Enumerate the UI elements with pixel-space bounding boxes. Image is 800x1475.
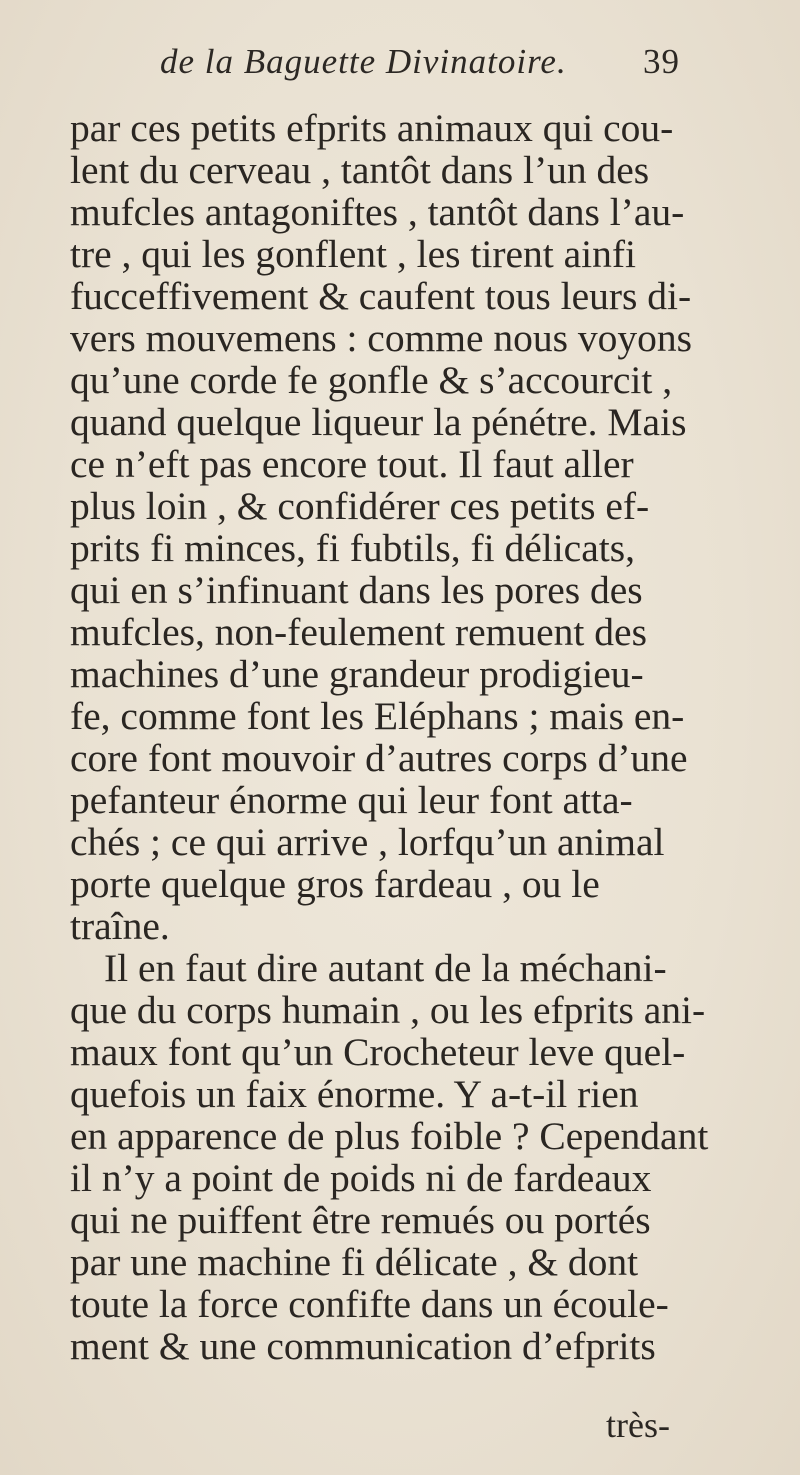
catchword: très-	[606, 1405, 670, 1445]
text-line: quefois un faix énorme. Y a-t-il rien	[70, 1072, 639, 1116]
page-number: 39	[643, 42, 680, 81]
text-line: mufcles antagoniftes , tantôt dans l’au-	[70, 190, 685, 234]
text-line: en apparence de plus foible ? Cependant	[70, 1114, 709, 1158]
text-line: prits fi minces, fi fubtils, fi délicats,	[70, 526, 635, 570]
text-line: mufcles, non-feulement remuent des	[70, 610, 647, 654]
running-title: de la Baguette Divinatoire.	[160, 42, 567, 81]
text-line: tre , qui les gonflent , les tirent ainfi	[70, 232, 637, 276]
text-line: traîne.	[70, 904, 170, 948]
text-line: par ces petits efprits animaux qui cou-	[70, 106, 674, 150]
text-line: maux font qu’un Crocheteur leve quel-	[70, 1030, 686, 1074]
page-header	[160, 42, 680, 92]
text-line: fe, comme font les Eléphans ; mais en-	[70, 694, 685, 738]
text-line: lent du cerveau , tantôt dans l’un des	[70, 148, 650, 192]
text-line: chés ; ce qui arrive , lorfqu’un animal	[70, 820, 665, 864]
text-line: core font mouvoir d’autres corps d’une	[70, 736, 688, 780]
text-line: fucceffivement & caufent tous leurs di-	[70, 274, 692, 318]
text-line: porte quelque gros fardeau , ou le	[70, 862, 600, 906]
text-line: machines d’une grandeur prodigieu-	[70, 652, 644, 696]
text-line: il n’y a point de poids ni de fardeaux	[70, 1156, 652, 1200]
text-line: ment & une communication d’efprits	[70, 1324, 656, 1368]
text-line: pefanteur énorme qui leur font atta-	[70, 778, 633, 822]
text-line: plus loin , & confidérer ces petits ef-	[70, 484, 650, 528]
text-line: par une machine fi délicate , & dont	[70, 1240, 639, 1284]
text-line: toute la force confifte dans un écoule-	[70, 1282, 669, 1326]
text-line: ce n’eft pas encore tout. Il faut aller	[70, 442, 634, 486]
text-line: qui ne puiffent être remués ou portés	[70, 1198, 651, 1242]
text-line: qui en s’infinuant dans les pores des	[70, 568, 643, 612]
paragraph-start-line: Il en faut dire autant de la méchani-	[104, 946, 667, 990]
text-line: quand quelque liqueur la pénétre. Mais	[70, 400, 687, 444]
text-line: que du corps humain , ou les efprits ani-	[70, 988, 706, 1032]
text-line: vers mouvemens : comme nous voyons	[70, 316, 693, 360]
text-line: qu’une corde fe gonfle & s’accourcit ,	[70, 358, 673, 402]
